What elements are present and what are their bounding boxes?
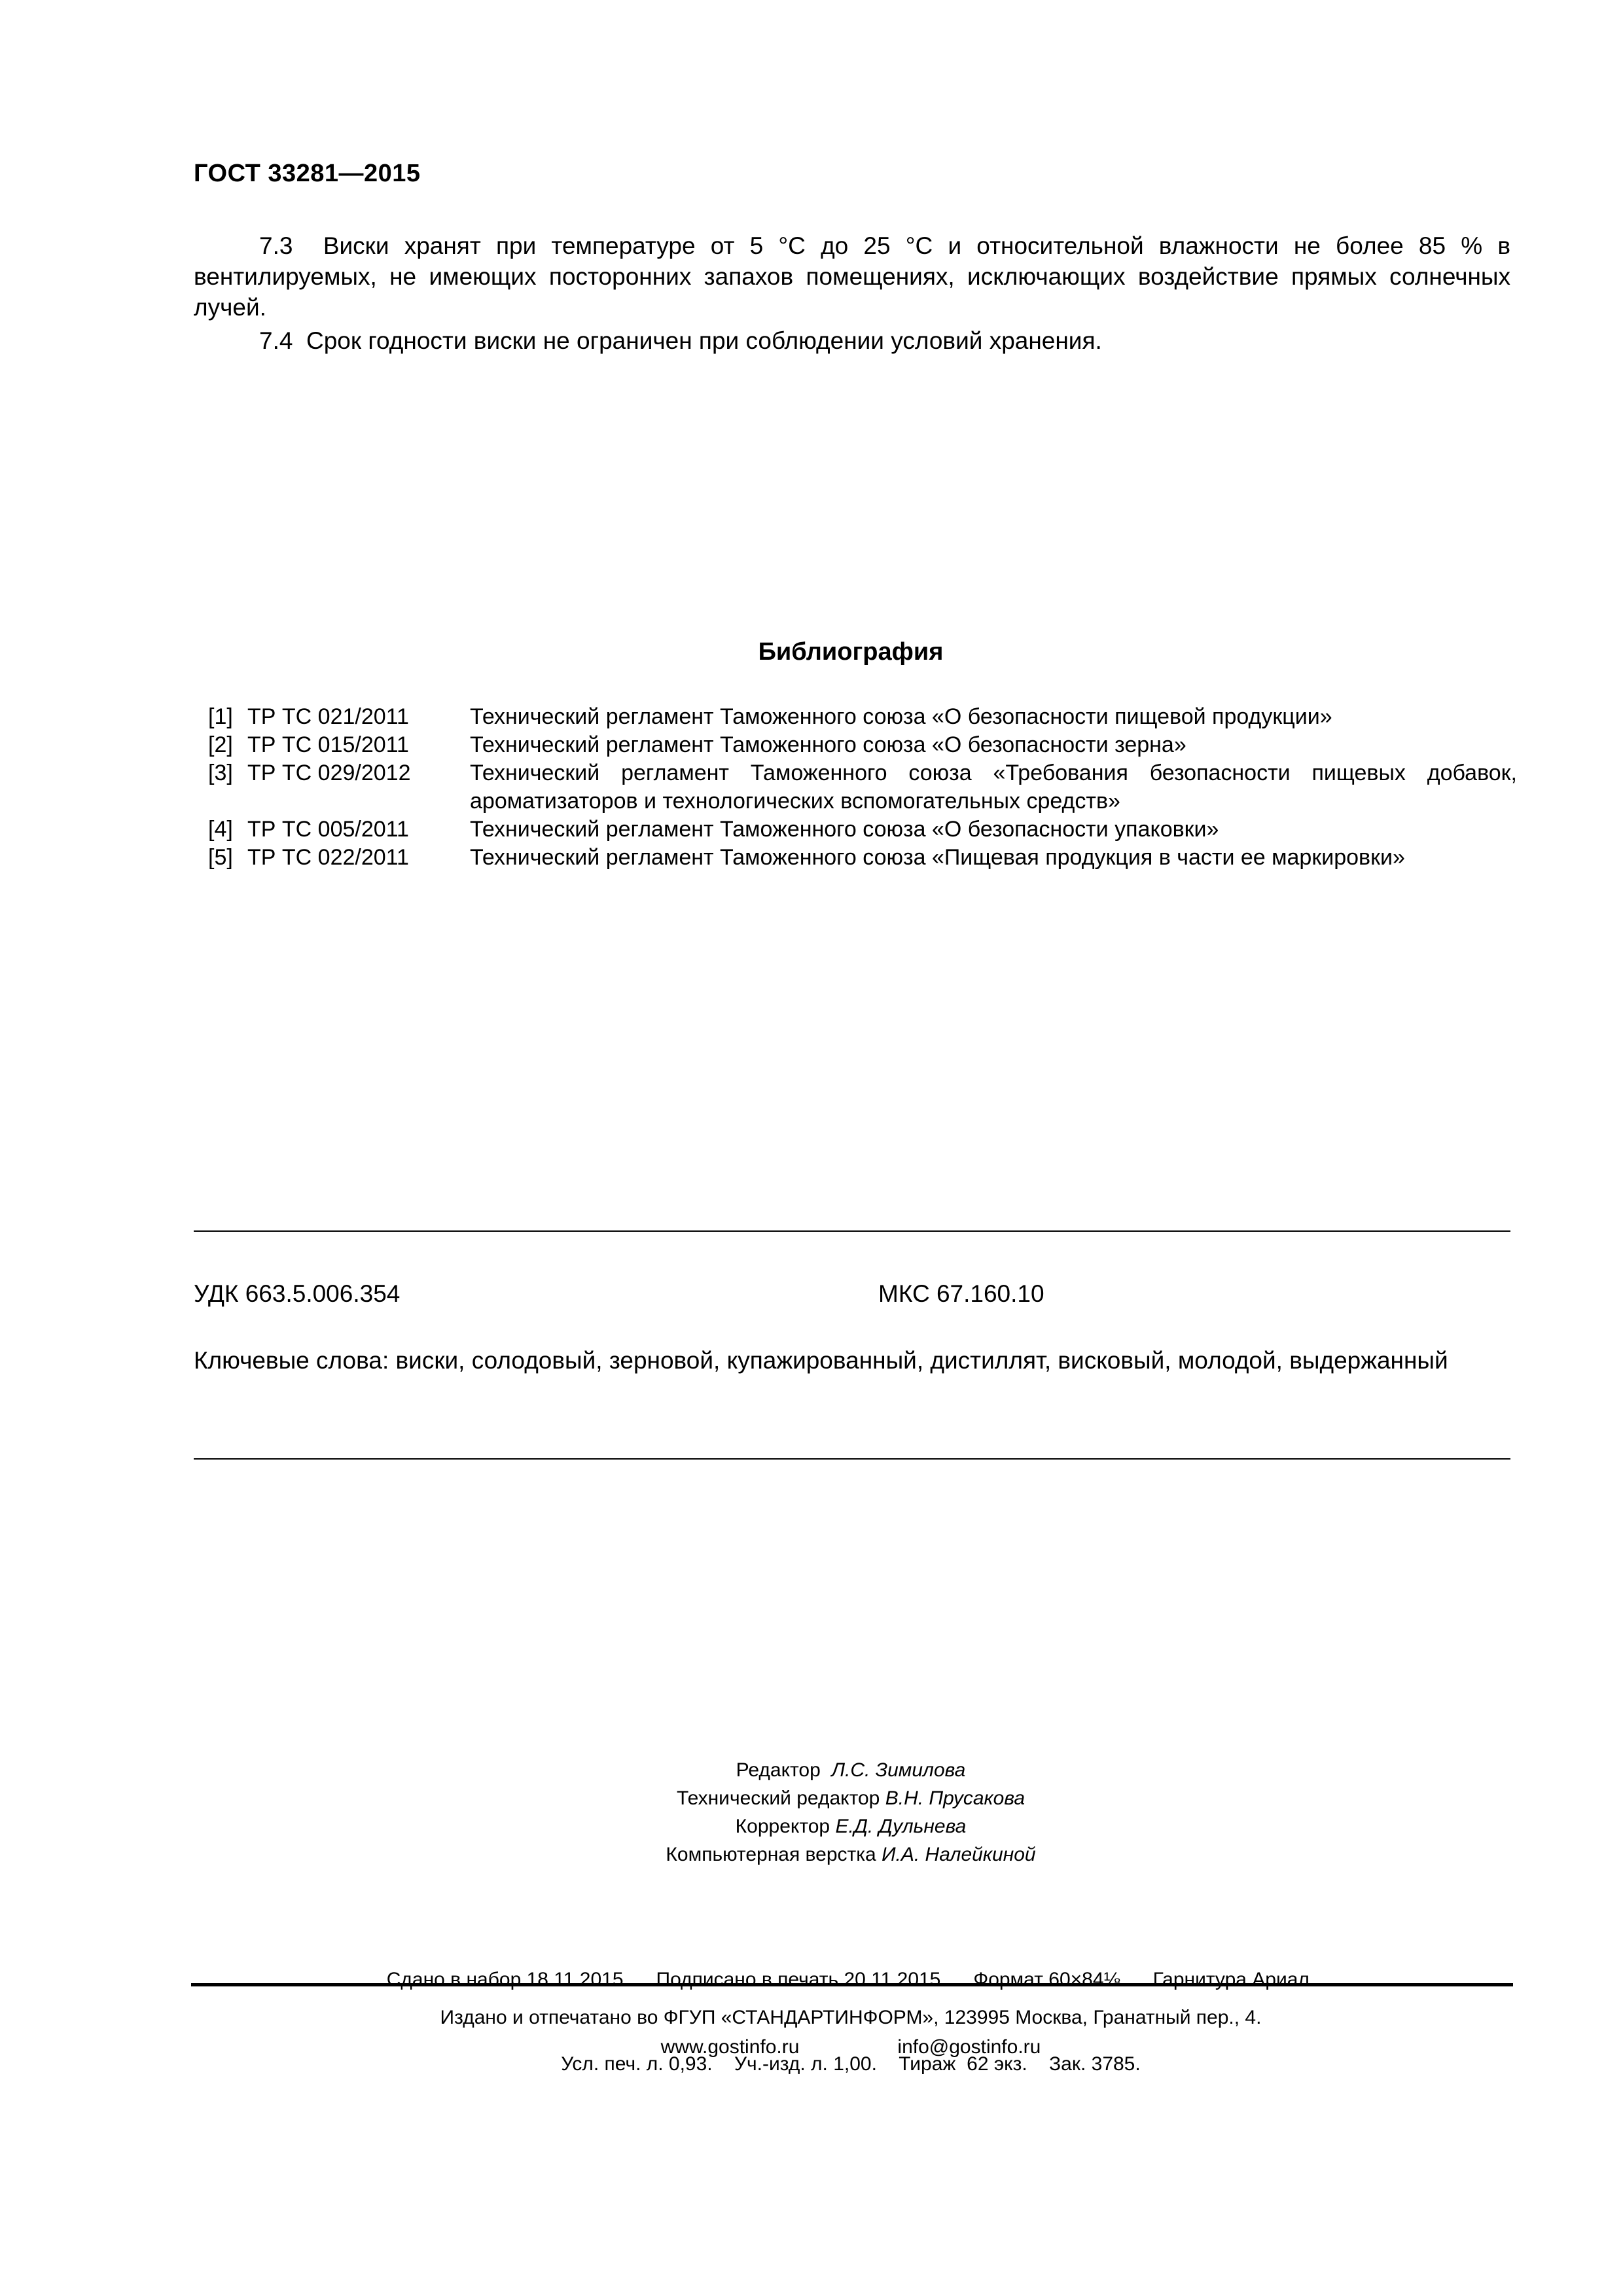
publisher-contacts [0,2032,1623,2062]
publisher-line: Издано и отпечатано во ФГУП «СТАНДАРТИНФОРМ», 123995 Москва, Гранатный пер., 4. [440,2007,1262,2028]
bibliography-item [208,844,1517,872]
credit-line [0,1812,1623,1840]
credit-line [0,1840,1623,1869]
credit-role: Редактор [736,1759,821,1781]
bibliography-number: [5] [208,845,233,870]
divider [194,1230,1510,1232]
credit-person: Е.Д. Дульнева [835,1816,967,1837]
bibliography-number: [1] [208,704,233,729]
bibliography-item [208,816,1517,844]
bibliography-code: ТР ТС 015/2011 [247,732,409,757]
credit-line [0,1784,1623,1812]
bibliography-number: [3] [208,761,233,785]
bibliography-text: Технический регламент Таможенного союза «Пищевая продукция в части ее маркировки» [470,845,1405,870]
credit-person: Л.С. Зимилова [831,1759,966,1781]
credit-role: Корректор [735,1816,830,1837]
section-7-4 [194,325,1510,356]
divider-thick [191,1983,1513,1986]
bibliography-code: ТР ТС 021/2011 [247,704,409,729]
bibliography-text: Технический регламент Таможенного союза «О безопасности упаковки» [470,817,1219,842]
udk-code: УДК 663.5.006.354 [194,1280,401,1307]
email-link[interactable]: info@gostinfo.ru [897,2036,1041,2058]
bibliography-text: Технический регламент Таможенного союза «Требования безопасности пищевых добавок, ароматизаторов и технологических вспомогательных средств» [470,761,1517,814]
bibliography-code: ТР ТС 022/2011 [247,845,409,870]
website-link[interactable]: www.gostinfo.ru [660,2036,800,2058]
section-text: Виски хранят при температуре от 5 °С до 25 °С и относительной влажности не более 85 % в вентилируемых, не имеющих посторонних запахов помещениях, исключающих воздействие прямых солнечных лучей. [194,232,1511,321]
bibliography-list [208,703,1517,872]
bibliography-number: [4] [208,817,233,842]
mks-code: МКС 67.160.10 [878,1280,1044,1307]
bibliography-code: ТР ТС 029/2012 [247,761,411,785]
section-text: Срок годности виски не ограничен при соблюдении условий хранения. [306,327,1102,354]
document-title: ГОСТ 33281—2015 [194,160,421,187]
bibliography-text: Технический регламент Таможенного союза «О безопасности зерна» [470,732,1186,757]
credit-person: В.Н. Прусакова [885,1787,1026,1809]
editorial-credits [0,1756,1623,1869]
bibliography-code: ТР ТС 005/2011 [247,817,409,842]
bibliography-item [208,703,1517,731]
credit-person: И.А. Налейкиной [882,1844,1036,1865]
section-number: 7.4 [259,327,293,354]
bibliography-text: Технический регламент Таможенного союза «О безопасности пищевой продукции» [470,704,1332,729]
print-info-line: Усл. печ. л. 0,93. Уч.-изд. л. 1,00. Тираж 62 экз. Зак. 3785. [561,2053,1141,2075]
bibliography-item [208,759,1517,816]
credit-line [0,1756,1623,1784]
print-info-line: Сдано в набор 18.11.2015. Подписано в печать 20.11.2015. Формат 60×84⅛. Гарнитура Ариал. [386,1969,1315,1990]
bibliography-heading: Библиография [758,638,944,666]
bibliography-number: [2] [208,732,233,757]
section-number: 7.3 [259,232,293,259]
credit-role: Технический редактор [676,1787,880,1809]
credit-role: Компьютерная верстка [666,1844,876,1865]
bibliography-item [208,731,1517,759]
keywords: Ключевые слова: виски, солодовый, зерновой, купажированный, дистиллят, висковый, молодой, выдержанный [194,1347,1448,1374]
divider [194,1458,1510,1460]
section-7-3 [194,230,1510,323]
